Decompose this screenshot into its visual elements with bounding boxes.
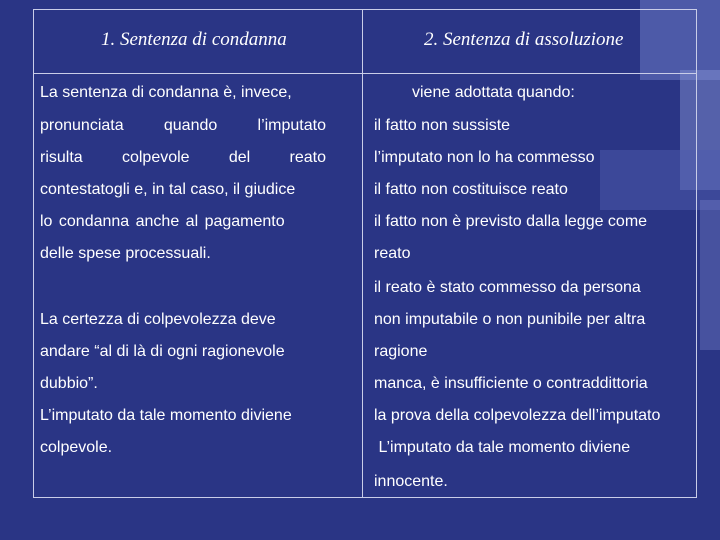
left-text-line: lo condanna anche al pagamento: [40, 213, 285, 230]
left-text-line: La sentenza di condanna è, invece,: [40, 84, 292, 101]
right-text-line: non imputabile o non punibile per altra: [374, 311, 646, 328]
word: quando: [163, 117, 218, 134]
left-text-line: colpevole.: [40, 439, 113, 456]
word: pronunciata: [40, 117, 124, 134]
word: del: [228, 149, 251, 166]
header-assoluzione: 2. Sentenza di assoluzione: [424, 29, 624, 50]
column-divider: [362, 10, 363, 497]
right-text-line: il fatto non costituisce reato: [374, 181, 568, 198]
right-text-line: il reato è stato commesso da persona: [374, 279, 641, 296]
left-text-line: contestatogli e, in tal caso, il giudice: [40, 181, 296, 198]
right-text-line: manca, è insufficiente o contraddittoria: [374, 375, 648, 392]
right-text-line: reato: [374, 245, 411, 262]
comparison-table: [33, 9, 697, 498]
decor-bar: [700, 200, 720, 350]
right-text-line: innocente.: [374, 473, 448, 490]
right-text-line: L’imputato da tale momento diviene: [374, 439, 631, 456]
right-text-line: l’imputato non lo ha commesso: [374, 149, 595, 166]
word: l’imputato: [257, 117, 326, 134]
right-text-line: il fatto non sussiste: [374, 117, 511, 134]
left-text-line: andare “al di là di ogni ragionevole: [40, 343, 285, 360]
right-text-line: la prova della colpevolezza dell’imputato: [374, 407, 661, 424]
left-text-line: L’imputato da tale momento diviene: [40, 407, 292, 424]
header-condanna: 1. Sentenza di condanna: [101, 29, 287, 50]
right-intro: viene adottata quando:: [412, 84, 575, 101]
word: colpevole: [121, 149, 190, 166]
left-text-line: delle spese processuali.: [40, 245, 211, 262]
word: risulta: [40, 149, 83, 166]
left-text-line: [40, 148, 326, 168]
left-text-line: [40, 116, 326, 136]
right-text-line: ragione: [374, 343, 428, 360]
right-text-line: il fatto non è previsto dalla legge come: [374, 213, 648, 230]
left-text-line: dubbio”.: [40, 375, 98, 392]
word: reato: [289, 149, 326, 166]
header-divider: [34, 73, 696, 74]
left-text-line: La certezza di colpevolezza deve: [40, 311, 276, 328]
